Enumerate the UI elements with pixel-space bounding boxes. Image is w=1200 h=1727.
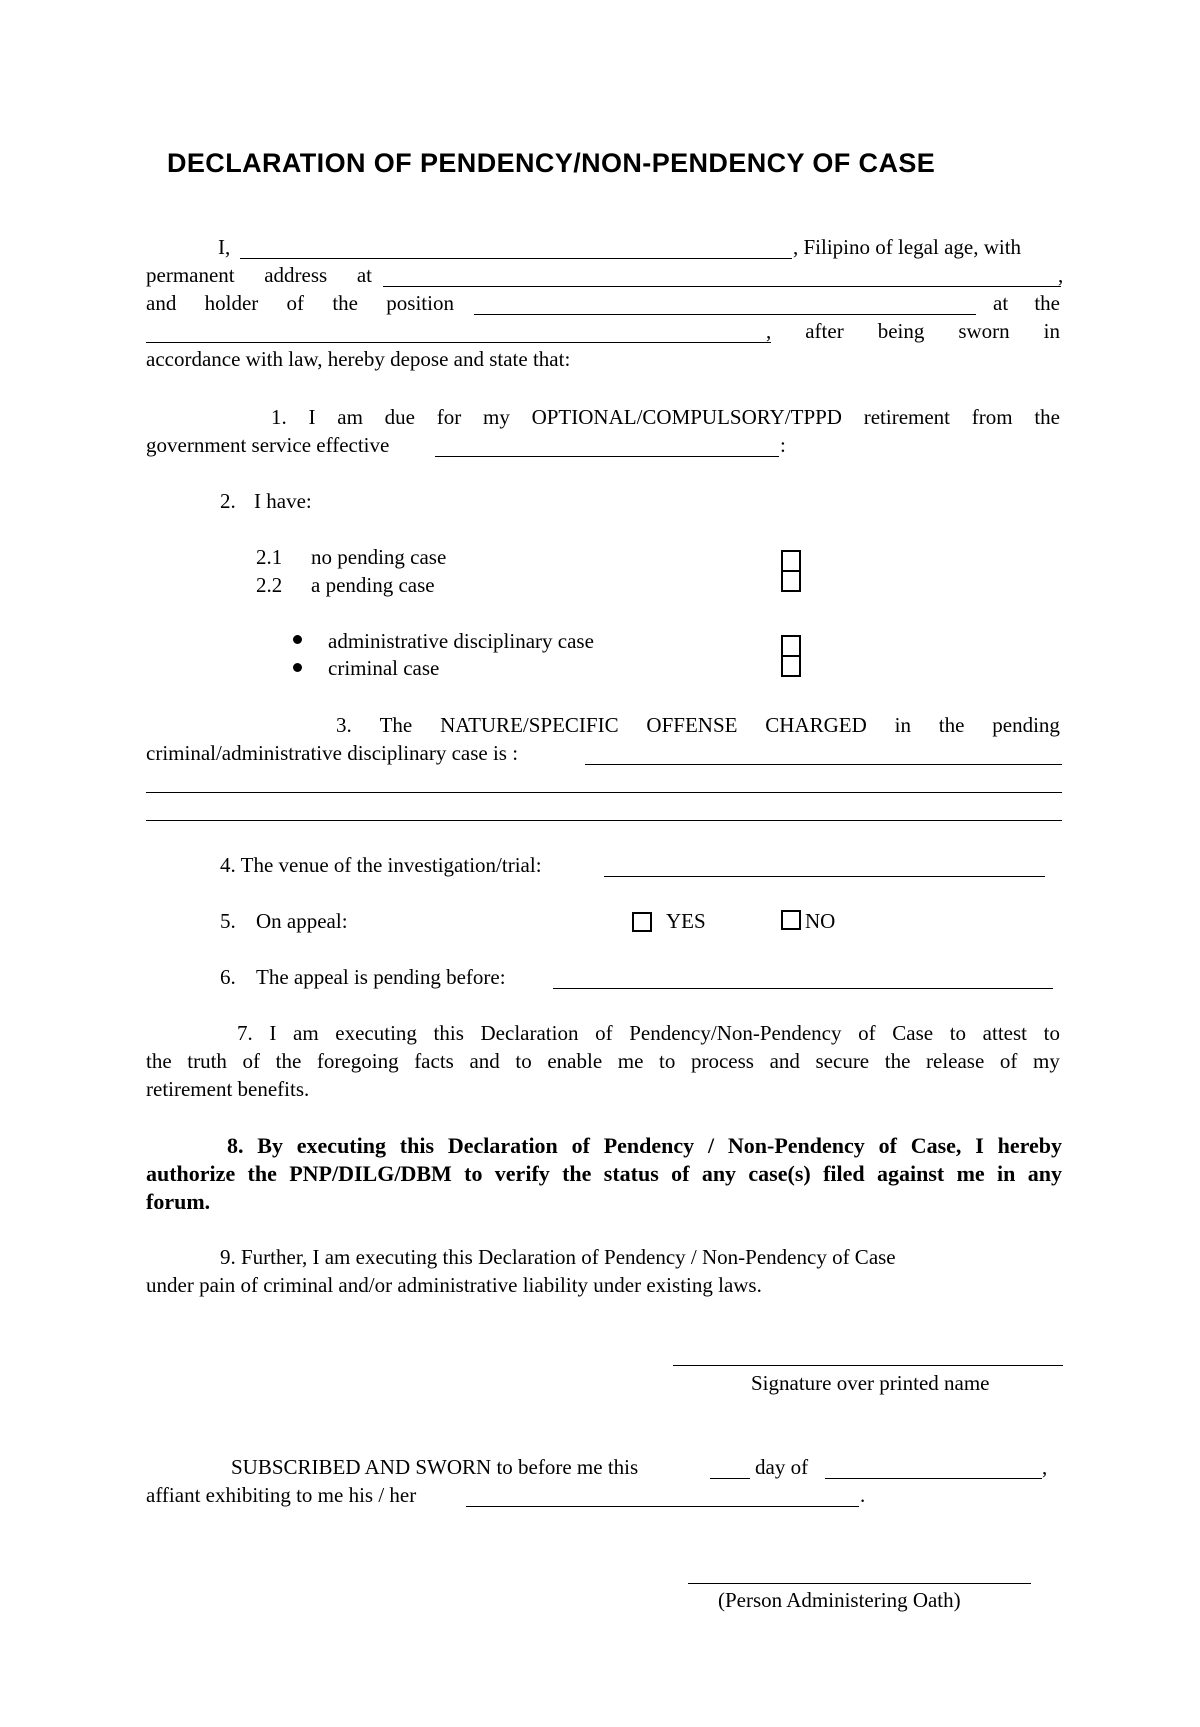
word: from: [971, 405, 1013, 429]
word: and: [769, 1049, 800, 1073]
word: due: [384, 405, 415, 429]
intro-accordance: accordance with law, hereby depose and state that:: [146, 347, 571, 371]
word: me: [617, 1049, 644, 1073]
intro-permanent: [146, 265, 372, 286]
office-blank[interactable]: [146, 342, 771, 343]
word: the: [562, 1161, 592, 1186]
word: The: [379, 713, 413, 737]
word: release: [926, 1049, 985, 1073]
word: this: [433, 1021, 464, 1045]
word: of: [878, 1133, 897, 1158]
word: By: [257, 1133, 283, 1158]
word: the: [884, 1049, 911, 1073]
word: in: [997, 1161, 1016, 1186]
intro-after: [766, 321, 1060, 342]
signature-caption: Signature over printed name: [751, 1371, 990, 1395]
criminal-case-checkbox[interactable]: [781, 655, 801, 677]
item3-line2: criminal/administrative disciplinary case is :: [146, 741, 519, 765]
item1-line2: government service effective: [146, 433, 390, 457]
item5-label: 5.: [220, 909, 236, 933]
word: I: [269, 1021, 277, 1045]
word: 8.: [227, 1133, 244, 1158]
document-title: DECLARATION OF PENDENCY/NON-PENDENCY OF CASE: [167, 148, 936, 178]
word: any: [701, 1161, 737, 1186]
offense-blank-3[interactable]: [146, 820, 1062, 821]
no-pending-case-checkbox[interactable]: [781, 550, 801, 572]
word: to: [515, 1049, 532, 1073]
intro-at-the: [993, 293, 1060, 314]
item6-label: 6.: [220, 965, 236, 989]
word: to: [464, 1161, 483, 1186]
word: to: [949, 1021, 967, 1045]
word: PNP/DILG/DBM: [289, 1161, 452, 1186]
word: at: [356, 263, 372, 287]
word: holder: [204, 291, 259, 315]
item4-text: 4. The venue of the investigation/trial:: [220, 853, 542, 877]
word: at: [993, 291, 1009, 315]
administering-caption: (Person Administering Oath): [718, 1588, 961, 1612]
pending-case-checkbox[interactable]: [781, 570, 801, 592]
item8-line3: forum.: [146, 1189, 211, 1214]
word: sworn: [958, 319, 1010, 343]
word: 1.: [271, 405, 287, 429]
word: truth: [187, 1049, 227, 1073]
word: Non-Pendency: [727, 1133, 865, 1158]
word: the: [332, 291, 358, 315]
word: my: [482, 405, 510, 429]
position-blank[interactable]: [474, 314, 976, 315]
item8-line2: [146, 1163, 1062, 1185]
word: retirement: [863, 405, 951, 429]
venue-blank[interactable]: [604, 876, 1045, 877]
item7-line3: retirement benefits.: [146, 1077, 310, 1101]
word: after: [805, 319, 844, 343]
word: pending: [992, 713, 1060, 737]
word: the: [1034, 291, 1060, 315]
item5-text: On appeal:: [256, 909, 348, 933]
name-blank[interactable]: [240, 258, 792, 259]
offense-blank-1[interactable]: [585, 764, 1062, 765]
appeal-yes-label: YES: [666, 909, 706, 933]
word: I: [975, 1133, 984, 1158]
word: NATURE/SPECIFIC: [440, 713, 619, 737]
item2-1-text: no pending case: [311, 545, 447, 569]
appeal-no-label: NO: [805, 909, 836, 933]
word: to: [1043, 1021, 1060, 1045]
word: attest: [982, 1021, 1027, 1045]
administrative-case-checkbox[interactable]: [781, 635, 801, 657]
oath-line2-end: .: [860, 1483, 866, 1507]
word: any: [1027, 1161, 1062, 1186]
word: of: [671, 1161, 690, 1186]
administering-signature-line[interactable]: [688, 1583, 1031, 1584]
word: secure: [815, 1049, 870, 1073]
word: status: [603, 1161, 659, 1186]
word: facts: [414, 1049, 454, 1073]
word: am: [337, 405, 363, 429]
word: and: [146, 291, 177, 315]
word: executing: [296, 1133, 386, 1158]
oath-day-blank[interactable]: [710, 1478, 750, 1479]
word: of: [858, 1021, 876, 1045]
word: enable: [547, 1049, 603, 1073]
word: I: [308, 405, 316, 429]
word: the: [275, 1049, 302, 1073]
signature-line[interactable]: [673, 1365, 1063, 1366]
word: ,: [766, 319, 772, 343]
appeal-pending-blank[interactable]: [553, 988, 1053, 989]
item2-2-num: 2.2: [256, 573, 283, 597]
word: the: [938, 713, 965, 737]
item3-line1: [336, 715, 1060, 736]
word: position: [386, 291, 454, 315]
word: Case,: [910, 1133, 962, 1158]
word: case(s): [748, 1161, 811, 1186]
intro-holder: [146, 293, 454, 314]
bullet-icon: [293, 663, 302, 672]
item2-text: I have:: [254, 489, 312, 513]
word: and: [469, 1049, 500, 1073]
word: process: [690, 1049, 754, 1073]
word: the: [247, 1161, 277, 1186]
word: authorize: [146, 1161, 236, 1186]
word: 7.: [237, 1021, 253, 1045]
word: of: [571, 1133, 590, 1158]
oath-line1c: ,: [1042, 1455, 1048, 1479]
word: of: [595, 1021, 613, 1045]
item9-line2: under pain of criminal and/or administrative liability under existing laws.: [146, 1273, 762, 1297]
word: foregoing: [316, 1049, 399, 1073]
word: for: [436, 405, 462, 429]
oath-line1b: day of: [755, 1455, 809, 1479]
oath-month-blank[interactable]: [825, 1478, 1042, 1479]
item2-2-text: a pending case: [311, 573, 435, 597]
word: executing: [335, 1021, 417, 1045]
item1-end: :: [780, 433, 786, 457]
word: OFFENSE: [646, 713, 738, 737]
retirement-date-blank[interactable]: [435, 456, 779, 457]
intro-i: I,: [218, 235, 231, 259]
word: verify: [494, 1161, 550, 1186]
word: filed: [823, 1161, 865, 1186]
bullet-administrative-text: administrative disciplinary case: [328, 629, 594, 653]
item2-label: 2.: [220, 489, 236, 513]
offense-blank-2[interactable]: [146, 792, 1062, 793]
item1-line1: [271, 407, 1060, 428]
item2-1-num: 2.1: [256, 545, 283, 569]
oath-id-blank[interactable]: [466, 1506, 859, 1507]
word: hereby: [997, 1133, 1062, 1158]
appeal-yes-checkbox[interactable]: [632, 912, 652, 932]
word: being: [877, 319, 925, 343]
item7-line1: [237, 1023, 1060, 1044]
intro-filipino: , Filipino of legal age, with: [793, 235, 1022, 259]
word: of: [242, 1049, 261, 1073]
word: the: [146, 1049, 172, 1073]
word: this: [399, 1133, 435, 1158]
word: Case: [892, 1021, 934, 1045]
word: against: [876, 1161, 945, 1186]
word: of: [999, 1049, 1018, 1073]
word: me: [956, 1161, 985, 1186]
address-blank[interactable]: [383, 286, 1061, 287]
word: the: [1034, 405, 1060, 429]
word: Pendency/Non-Pendency: [629, 1021, 842, 1045]
word: in: [1043, 319, 1060, 343]
word: to: [659, 1049, 676, 1073]
bullet-criminal-text: criminal case: [328, 656, 440, 680]
item7-line2: [146, 1051, 1060, 1072]
word: CHARGED: [765, 713, 867, 737]
word: 3.: [336, 713, 352, 737]
item9-line1: 9. Further, I am executing this Declaration of Pendency / Non-Pendency of Case: [220, 1245, 896, 1269]
oath-line2: affiant exhibiting to me his / her: [146, 1483, 417, 1507]
item8-line1: [227, 1135, 1062, 1157]
bullet-icon: [293, 635, 302, 644]
item6-text: The appeal is pending before:: [256, 965, 506, 989]
word: /: [707, 1133, 715, 1158]
oath-line1a: SUBSCRIBED AND SWORN to before me this: [231, 1455, 639, 1479]
intro-comma: ,: [1058, 263, 1064, 287]
word: of: [286, 291, 305, 315]
word: in: [894, 713, 911, 737]
word: Declaration: [480, 1021, 579, 1045]
word: address: [264, 263, 328, 287]
word: am: [293, 1021, 319, 1045]
word: my: [1033, 1049, 1060, 1073]
word: OPTIONAL/COMPULSORY/TPPD: [531, 405, 842, 429]
appeal-no-checkbox[interactable]: [781, 910, 801, 930]
word: Declaration: [447, 1133, 558, 1158]
word: Pendency: [603, 1133, 695, 1158]
word: permanent: [146, 263, 235, 287]
